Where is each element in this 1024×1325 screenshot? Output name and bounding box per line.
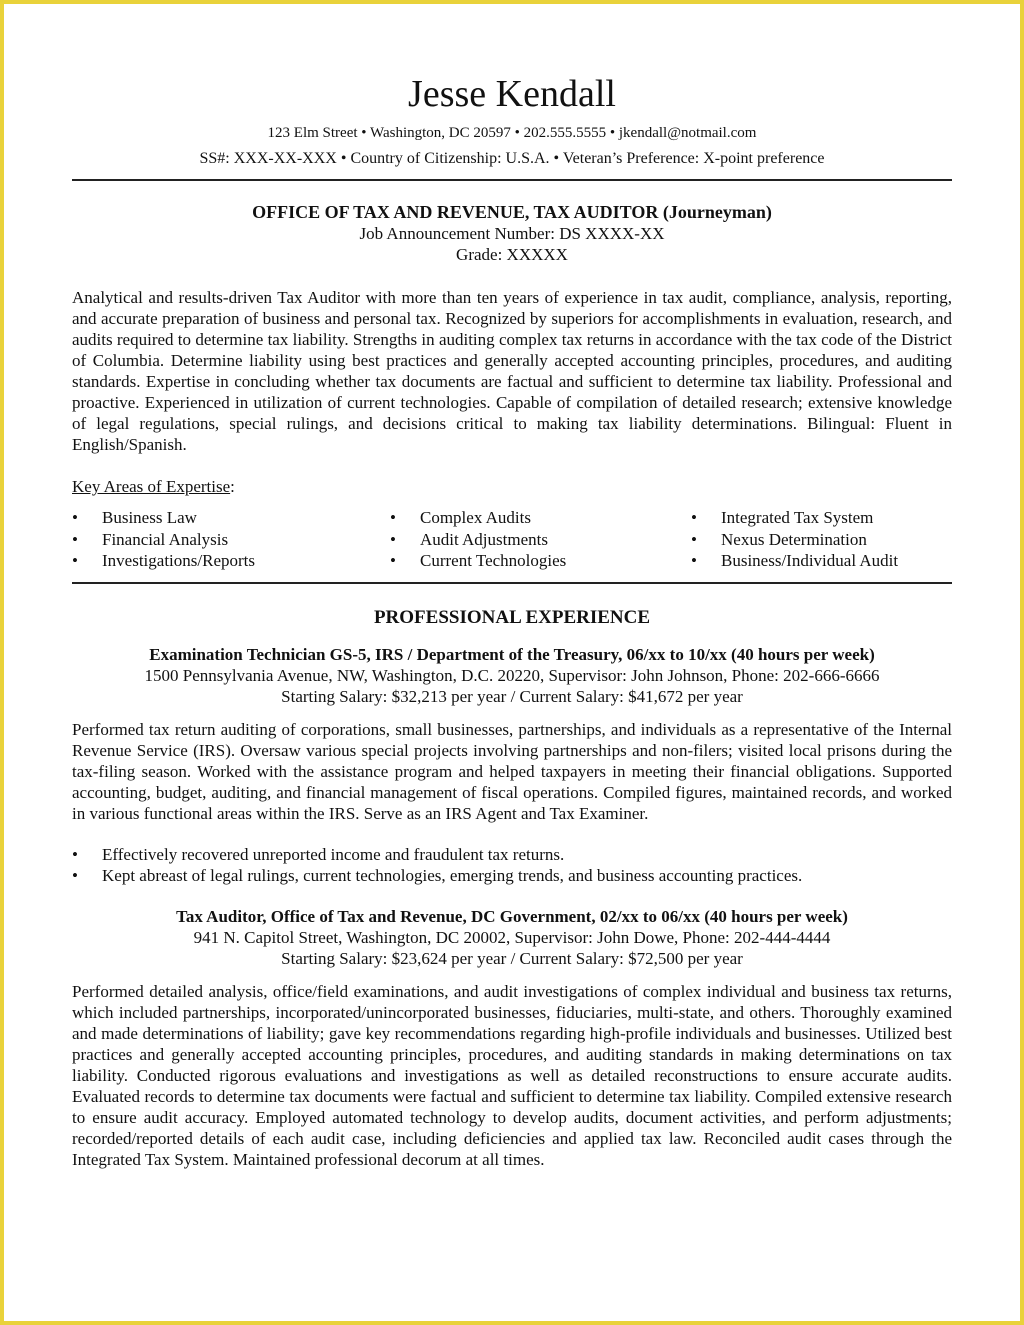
position-block — [72, 201, 952, 265]
list-item: • Kept abreast of legal rulings, current technologies, emerging trends, and business accounting practices. — [72, 865, 952, 886]
expertise-label-colon: : — [230, 477, 235, 496]
job-1-header — [72, 644, 952, 707]
expertise-column-3 — [691, 507, 952, 572]
resume-header — [72, 72, 952, 170]
list-item: • Audit Adjustments — [390, 529, 691, 551]
expertise-column-1 — [72, 507, 390, 572]
job-2-title: Tax Auditor, Office of Tax and Revenue, DC Government, 02/xx to 06/xx (40 hours per week) — [176, 906, 848, 926]
job-2-description: Performed detailed analysis, office/field examinations, and audit investigations of complex individual and business tax returns, which included partnerships, incorporated/unincorporated businesses, fiduciaries, multi-state, and others. Thoroughly examined and made determinations of liability; gave key recommendations regarding high-profile individuals and businesses. Utilized best practices and generally accepted accounting principles, procedures, and auditing standards in making determinations on tax liability. Conducted rigorous evaluations and investigations as well as detailed reconstructions to ensure accurate audits. Evaluated records to determine tax documents were factual and sufficient to determine tax liability. Compiled extensive research to ensure audit accuracy. Employed automated technology to develop audits, document activities, and perform adjustments; recorded/reported details of each audit case, including deficiencies and applied tax law. Reconciled audit cases through the Integrated Tax System. Maintained professional decorum at all times. — [72, 981, 952, 1169]
expertise-grid — [72, 507, 952, 572]
section-divider — [72, 582, 952, 584]
list-item: • Nexus Determination — [691, 529, 952, 551]
job-2-salary: Starting Salary: $23,624 per year / Current Salary: $72,500 per year — [281, 948, 743, 968]
expertise-label: Key Areas of Expertise — [72, 477, 231, 496]
position-title: OFFICE OF TAX AND REVENUE, TAX AUDITOR (Journeyman) — [252, 202, 772, 222]
summary-paragraph: Analytical and results-driven Tax Auditor with more than ten years of experience in tax audit, compliance, analysis, reporting, and accurate preparation of business and personal tax. Recognized by superiors for accomplishments in evaluation, research, and audits required to determine tax liability. Strengths in auditing complex tax returns in accordance with the tax code of the District of Columbia. Determine liability using best practices and generally accepted accounting principles, procedures, and auditing standards. Expertise in concluding whether tax documents are factual and sufficient to determine tax liability. Professional and proactive. Experienced in utilization of current technologies. Capable of compilation of detailed research; extensive knowledge of legal regulations, special rulings, and decisions critical to making tax liability determinations. Bilingual: Fluent in English/Spanish. — [72, 288, 952, 454]
list-item: • Current Technologies — [390, 550, 691, 572]
list-item: • Business/Individual Audit — [691, 550, 952, 572]
candidate-name: Jesse Kendall — [408, 73, 616, 115]
list-item: • Complex Audits — [390, 507, 691, 529]
header-divider — [72, 179, 952, 181]
id-line: SS#: XXX-XX-XXX • Country of Citizenship: U.S.A. • Veteran’s Preference: X-point preference — [199, 150, 825, 167]
list-item: • Financial Analysis — [72, 529, 390, 551]
job-1-salary: Starting Salary: $32,213 per year / Current Salary: $41,672 per year — [281, 686, 743, 706]
job-1-description: Performed tax return auditing of corporations, small businesses, partnerships, and individuals as a representative of the Internal Revenue Service (IRS). Oversaw various special projects involving partnerships and non-filers; visited local prisons during the tax-filing season. Worked with the assistance program and helped taxpayers in meeting their financial obligations. Supported accounting, budget, auditing, and financial management of fiscal operations. Compiled figures, maintained records, and worked in various functional areas within the IRS. Serve as an IRS Agent and Tax Examiner. — [72, 719, 952, 823]
job-2-address: 941 N. Capitol Street, Washington, DC 20002, Supervisor: John Dowe, Phone: 202-444-4444 — [193, 927, 831, 947]
resume-page — [72, 72, 952, 1187]
job-1-bullets — [72, 844, 952, 886]
list-item: • Investigations/Reports — [72, 550, 390, 572]
list-item: • Business Law — [72, 507, 390, 529]
experience-heading: PROFESSIONAL EXPERIENCE — [373, 606, 651, 628]
grade: Grade: XXXXX — [456, 245, 568, 264]
list-item: • Effectively recovered unreported income and fraudulent tax returns. — [72, 844, 952, 865]
job-1-title: Examination Technician GS-5, IRS / Department of the Treasury, 06/xx to 10/xx (40 hours per week) — [149, 644, 875, 664]
contact-line: 123 Elm Street • Washington, DC 20597 • 202.555.5555 • jkendall@notmail.com — [267, 125, 757, 141]
job-announcement: Job Announcement Number: DS XXXX-XX — [359, 224, 665, 243]
expertise-heading — [72, 476, 952, 497]
job-2-header — [72, 906, 952, 969]
expertise-column-2 — [390, 507, 691, 572]
list-item: • Integrated Tax System — [691, 507, 952, 529]
job-1-address: 1500 Pennsylvania Avenue, NW, Washington, D.C. 20220, Supervisor: John Johnson, Phone: 202-666-6666 — [144, 665, 880, 685]
